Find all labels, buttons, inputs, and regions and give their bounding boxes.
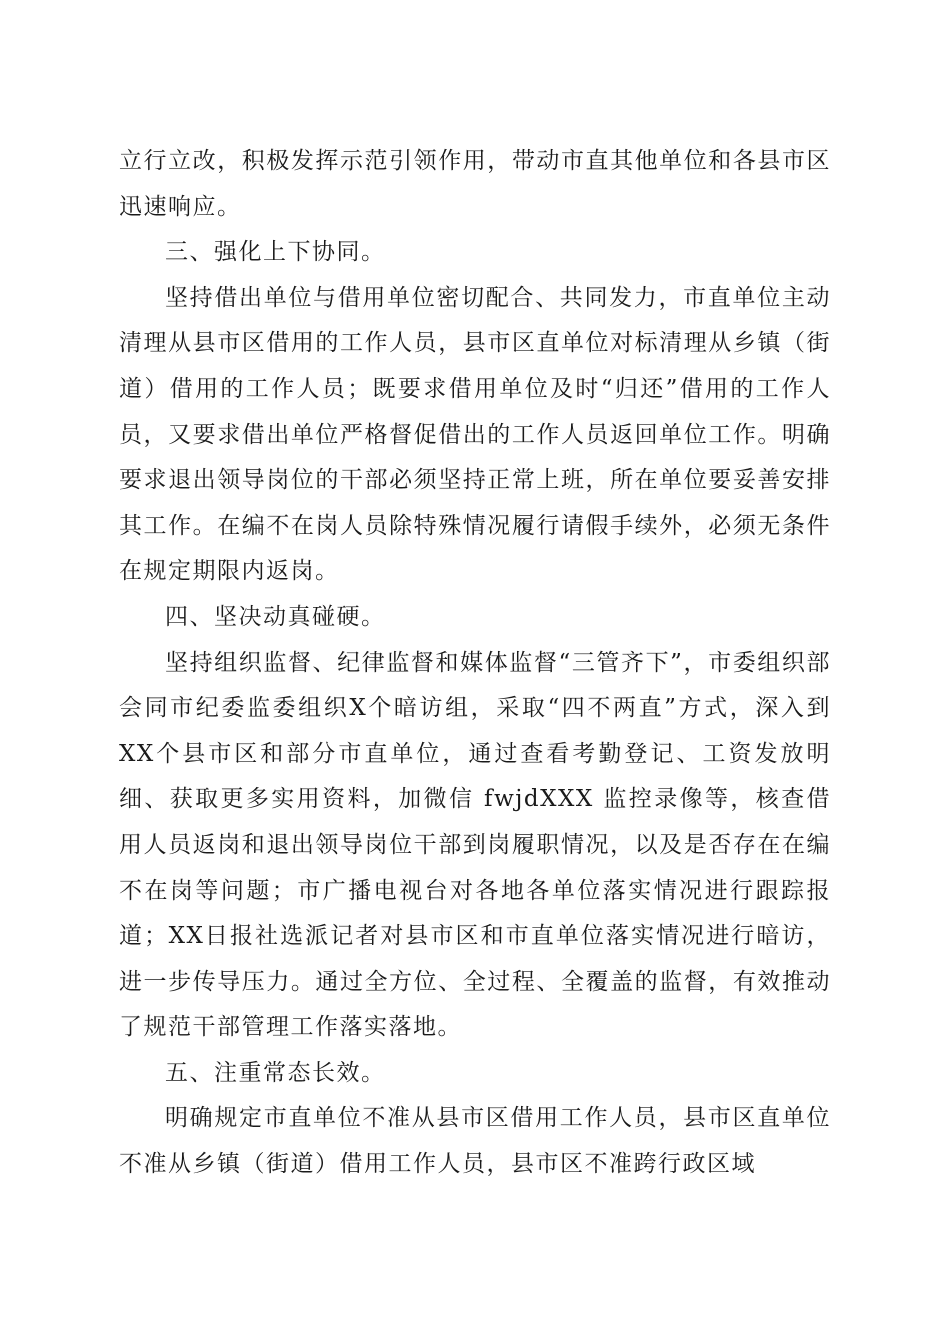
paragraph-section-4: 坚持组织监督、纪律监督和媒体监督“三管齐下”，市委组织部会同市纪委监委组织X个暗访组，采取“四不两直”方式，深入到XX个县市区和部分市直单位，通过查看考勤登记、工资发放明细、获取更多实用资料，加微信 fwjdXXX 监控录像等，核查借用人员返岗和退出领导岗位干部到岗履职情况，以及是否存在在编不在岗等问题；市广播电视台对各地各单位落实情况进行跟踪报道；XX日报社选派记者对县市区和市直单位落实情况进行暗访，进一步传导压力。通过全方位、全过程、全覆盖的监督，有效推动了规范干部管理工作落实落地。	[119, 649, 831, 1041]
document-body	[119, 139, 831, 1188]
section-heading-3: 三、强化上下协同。	[165, 239, 386, 266]
section-heading-5: 五、注重常态长效。	[165, 1059, 386, 1086]
paragraph-section-3: 坚持借出单位与借用单位密切配合、共同发力，市直单位主动清理从县市区借用的工作人员，县市区直单位对标清理从乡镇（街道）借用的工作人员；既要求借用单位及时“归还”借用的工作人员，又要求借出单位严格督促借出的工作人员返回单位工作。明确要求退出领导岗位的干部必须坚持正常上班，所在单位要妥善安排其工作。在编不在岗人员除特殊情况履行请假手续外，必须无条件在规定期限内返岗。	[119, 284, 831, 585]
paragraph-section-5: 明确规定市直单位不准从县市区借用工作人员，县市区直单位不准从乡镇（街道）借用工作人员，县市区不准跨行政区域	[119, 1105, 831, 1178]
section-heading-4: 四、坚决动真碰硬。	[165, 603, 386, 630]
paragraph-continuation: 立行立改，积极发挥示范引领作用，带动市直其他单位和各县市区迅速响应。	[119, 148, 831, 220]
